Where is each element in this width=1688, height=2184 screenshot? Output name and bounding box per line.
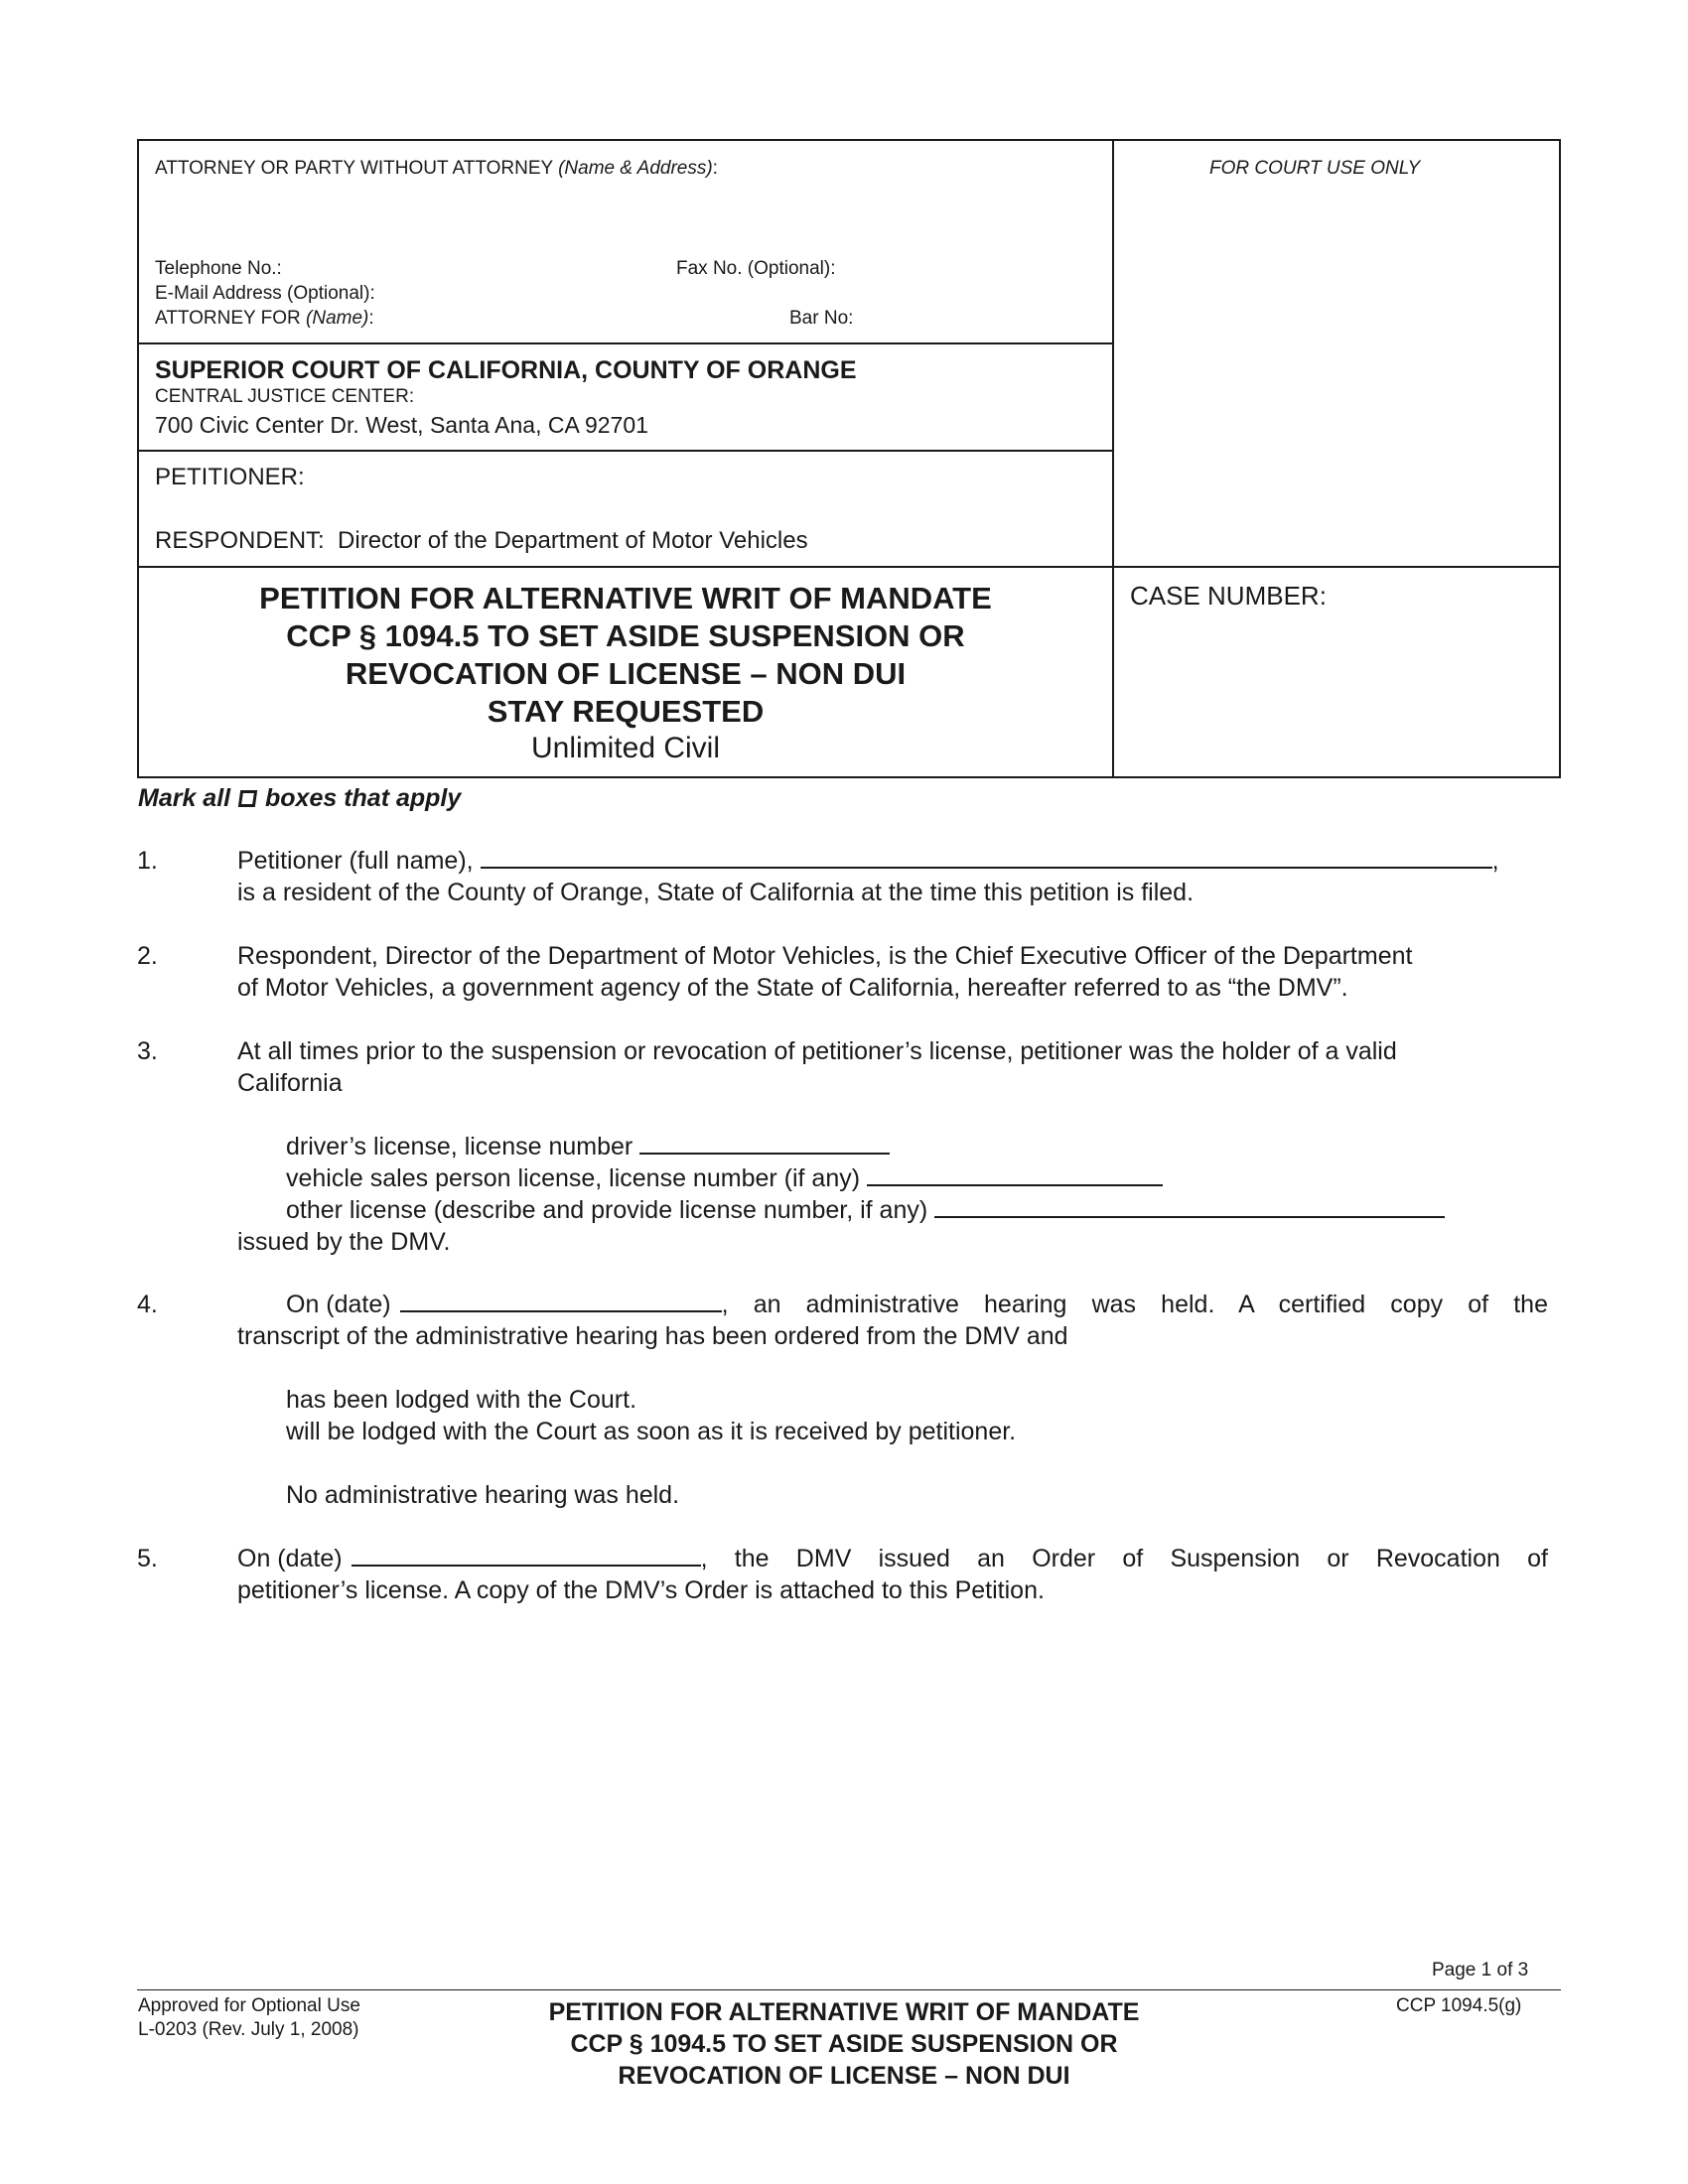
title-line-5: Unlimited Civil xyxy=(530,732,721,764)
title-line-2: CCP § 1094.5 TO SET ASIDE SUSPENSION OR xyxy=(286,618,965,653)
respondent-label: RESPONDENT: xyxy=(155,527,325,554)
item-4-line-1 xyxy=(286,1289,1548,1320)
item-4-option-will-lodge[interactable]: will be lodged with the Court as soon as it is received by petitioner. xyxy=(286,1418,1017,1445)
item-3-option-vehicle-sales[interactable] xyxy=(286,1162,1163,1194)
vehicle-sales-label: vehicle sales person license, license number (if any) xyxy=(286,1164,861,1192)
footer-form-number: L-0203 (Rev. July 1, 2008) xyxy=(138,2019,359,2040)
item-5-line-2: petitioner’s license. A copy of the DMV’s Order is attached to this Petition. xyxy=(237,1576,1045,1604)
court-name: SUPERIOR COURT OF CALIFORNIA, COUNTY OF ORANGE xyxy=(155,356,857,384)
item-2-line-2: of Motor Vehicles, a government agency of the State of California, hereafter referred to as “the DMV”. xyxy=(237,974,1348,1002)
email-label[interactable]: E-Mail Address (Optional): xyxy=(155,283,375,304)
attorney-label xyxy=(155,157,718,181)
respondent-line xyxy=(155,526,808,556)
footer-title xyxy=(437,1996,1251,2092)
petitioner-label[interactable]: PETITIONER: xyxy=(155,464,305,490)
court-use-only: FOR COURT USE ONLY xyxy=(1209,158,1421,179)
item-3-line-1: At all times prior to the suspension or revocation of petitioner’s license, petitioner was the holder of a valid xyxy=(237,1037,1397,1065)
item-4-option-no-hearing[interactable]: No administrative hearing was held. xyxy=(286,1481,680,1509)
title-line-1: PETITION FOR ALTERNATIVE WRIT OF MANDATE xyxy=(259,581,992,615)
caption-divider-court xyxy=(137,450,1114,452)
item-5-order-text: , the DMV issued an Order of Suspension or Revocation of xyxy=(700,1545,1548,1572)
footer-approved: Approved for Optional Use xyxy=(138,1995,360,2016)
item-1-prefix: Petitioner (full name), xyxy=(237,847,474,875)
footer-title-line-2: CCP § 1094.5 TO SET ASIDE SUSPENSION OR xyxy=(570,2030,1118,2058)
item-number: 3. xyxy=(137,1037,158,1065)
item-2-line-1: Respondent, Director of the Department of Motor Vehicles, is the Chief Executive Officer of the Department xyxy=(237,942,1413,970)
petitioner-name-field[interactable] xyxy=(481,845,1492,869)
item-3-option-other-license[interactable] xyxy=(286,1194,1445,1226)
hearing-date-field[interactable] xyxy=(400,1289,722,1312)
caption-divider-attorney xyxy=(137,342,1114,344)
item-3-line-2: California xyxy=(237,1069,343,1097)
footer-code: CCP 1094.5(g) xyxy=(1396,1995,1522,2016)
attorney-for-colon: : xyxy=(368,308,374,329)
court-address: 700 Civic Center Dr. West, Santa Ana, CA 92701 xyxy=(155,412,648,438)
bar-number-label[interactable]: Bar No: xyxy=(789,308,854,329)
order-date-field[interactable] xyxy=(352,1543,701,1567)
instructions xyxy=(138,782,461,814)
court-center: CENTRAL JUSTICE CENTER: xyxy=(155,386,415,407)
attorney-for-paren: (Name) xyxy=(306,308,369,329)
other-license-field[interactable] xyxy=(934,1194,1445,1218)
attorney-label-text: ATTORNEY OR PARTY WITHOUT ATTORNEY xyxy=(155,158,553,179)
footer-rule xyxy=(137,1989,1561,1990)
item-3-line-end: issued by the DMV. xyxy=(237,1228,451,1256)
item-1-line-2: is a resident of the County of Orange, State of California at the time this petition is filed. xyxy=(237,879,1195,906)
attorney-for-text: ATTORNEY FOR xyxy=(155,308,301,329)
item-4-option-lodged[interactable]: has been lodged with the Court. xyxy=(286,1386,637,1414)
caption-divider-title xyxy=(137,566,1561,568)
case-number-label[interactable]: CASE NUMBER: xyxy=(1130,581,1327,611)
item-3-option-drivers-license[interactable] xyxy=(286,1131,890,1162)
item-number: 1. xyxy=(137,847,158,875)
item-number: 4. xyxy=(137,1291,158,1318)
document-title xyxy=(139,580,1112,766)
respondent-value: Director of the Department of Motor Vehicles xyxy=(338,527,808,554)
instructions-suffix: boxes that apply xyxy=(265,784,462,812)
title-line-4: STAY REQUESTED xyxy=(487,694,765,729)
title-line-3: REVOCATION OF LICENSE – NON DUI xyxy=(345,656,907,691)
item-4-on-date: On (date) xyxy=(286,1291,391,1318)
page-number: Page 1 of 3 xyxy=(1432,1960,1529,1980)
other-license-label: other license (describe and provide license number, if any) xyxy=(286,1196,928,1224)
item-4-line-2: transcript of the administrative hearing has been ordered from the DMV and xyxy=(237,1322,1068,1350)
item-4-hearing-text: , an administrative hearing was held. A certified copy of the xyxy=(721,1291,1548,1318)
footer-title-line-3: REVOCATION OF LICENSE – NON DUI xyxy=(618,2062,1070,2090)
vehicle-sales-license-field[interactable] xyxy=(867,1162,1163,1186)
item-5-on-date: On (date) xyxy=(237,1545,343,1572)
drivers-license-label: driver’s license, license number xyxy=(286,1133,633,1160)
drivers-license-number-field[interactable] xyxy=(639,1131,890,1155)
footer-title-line-1: PETITION FOR ALTERNATIVE WRIT OF MANDATE xyxy=(548,1998,1140,2026)
item-1-line-1 xyxy=(237,845,1548,877)
item-5-line-1 xyxy=(237,1543,1548,1574)
caption-border-bottom xyxy=(137,776,1561,778)
item-number: 2. xyxy=(137,942,158,970)
instructions-prefix: Mark all xyxy=(138,784,231,812)
attorney-label-colon: : xyxy=(712,158,718,179)
attorney-label-paren: (Name & Address) xyxy=(558,158,713,179)
telephone-label[interactable]: Telephone No.: xyxy=(155,258,282,279)
item-number: 5. xyxy=(137,1545,158,1572)
caption-border-right xyxy=(1559,139,1561,778)
caption-border-top xyxy=(137,139,1561,141)
caption-divider-vertical xyxy=(1112,139,1114,778)
item-1-suffix: , xyxy=(1491,847,1499,875)
checkbox-icon xyxy=(238,790,257,807)
attorney-for-label[interactable] xyxy=(155,307,374,331)
fax-label[interactable]: Fax No. (Optional): xyxy=(676,258,836,279)
